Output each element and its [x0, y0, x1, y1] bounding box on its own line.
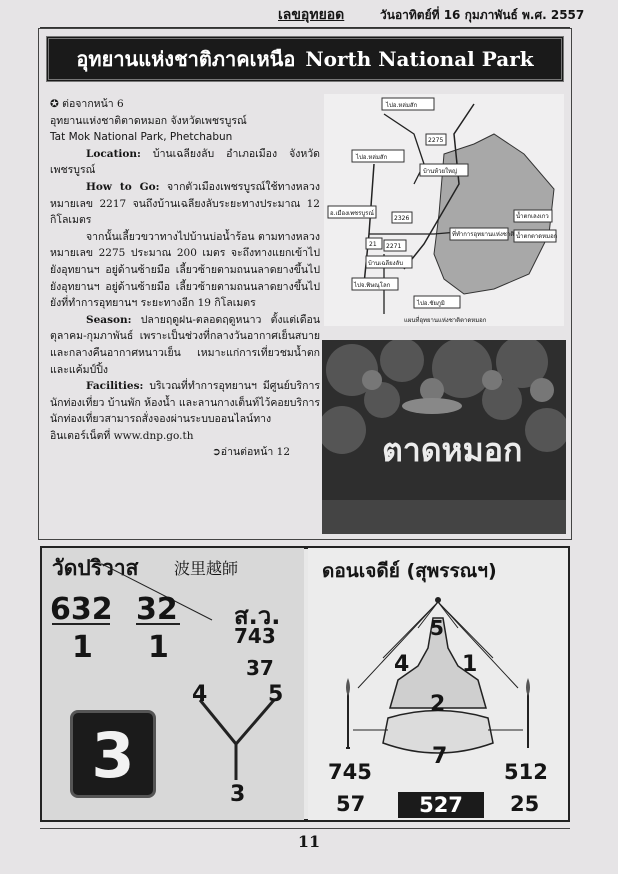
stupa-number-4: 4	[394, 652, 410, 677]
facilities-paragraph	[50, 378, 320, 444]
map-label: ที่ทำการอุทยานแห่งชาติ	[452, 231, 515, 238]
page-number: 11	[297, 832, 321, 851]
number-57: 57	[336, 792, 366, 816]
number-1-right: 1	[148, 630, 169, 665]
howto-label: How to Go:	[86, 180, 160, 193]
stupa-number-2: 2	[430, 692, 446, 717]
number-25: 25	[510, 792, 540, 816]
footer-divider	[40, 828, 570, 829]
lottery-right-panel	[308, 548, 568, 820]
don-chedi-title: ดอนเจดีย์ (สุพรรณฯ)	[322, 560, 497, 582]
stupa-number-5: 5	[430, 616, 444, 640]
location-paragraph	[50, 146, 320, 179]
tree-number-5: 5	[268, 682, 284, 707]
map-label: อ.เมืองเพชรบูรณ์	[330, 210, 374, 217]
season-paragraph	[50, 312, 320, 378]
sv-label: ส.ว.	[234, 602, 281, 630]
sv-number-37: 37	[246, 656, 274, 680]
article-body	[50, 96, 320, 461]
number-32: 32	[136, 592, 178, 627]
facilities-label: Facilities:	[86, 380, 144, 393]
map-label: 21	[369, 241, 377, 248]
map-label: 2275	[428, 137, 444, 144]
facilities-text: บริเวณที่ทำการอุทยานฯ มีศูนย์บริการนักท่องเที่ยว บ้านพัก ห้องน้ำ และลานกางเต็นท์ไว้คอยบริการ นักท่องเที่ยวสามารถสั่งจองผ่านระบบออนไลน์ทางอินเตอร์เน็ตที่ www.dnp.go.th	[50, 380, 321, 442]
number-632: 632	[50, 592, 113, 627]
big-number-box	[70, 710, 156, 798]
star-icon: ✪	[50, 98, 63, 110]
map-label: 2326	[394, 215, 410, 222]
howto-paragraph-2: จากนั้นเลี้ยวขวาทางไปบ้านบ่อน้ำร้อน ตามทางหลวงหมายเลข 2275 ประมาณ 200 เมตร จะถึงทางแยกเข้าไปยังอุทยานฯ อยู่ด้านซ้ายมือ เลี้ยวซ้ายตามถนนลาดยางขึ้นไปยังอุทยานฯ อยู่ด้านซ้ายมือ เลี้ยวซ้ายตามถนนลาดยางขึ้นไปยังที่ทำการอุทยานฯ ระยะทางอีก 19 กิโลเมตร	[50, 230, 320, 310]
map-label: น้ำตกตาดหมอก	[516, 233, 558, 240]
map-label: ไปอ.หล่มสัก	[386, 102, 418, 109]
temple-title: วัดปริวาส	[52, 556, 139, 580]
map-label: บ้านเฉลียงลับ	[368, 260, 404, 267]
stupa-number-1: 1	[462, 652, 478, 677]
location-label: Location:	[86, 147, 141, 160]
tree-number-3: 3	[230, 782, 246, 807]
map-label: ไปอ.ชัยภูมิ	[417, 300, 445, 307]
issue-date: วันอาทิตย์ที่ 16 กุมภาพันธ์ พ.ศ. 2557	[380, 8, 585, 22]
arrow-icon: ➲	[211, 446, 221, 459]
sv-number-743: 743	[234, 624, 276, 648]
park-sign-text: ตาดหมอก	[382, 431, 523, 469]
map-caption: แผนที่อุทยานแห่งชาติตาดหมอก	[404, 317, 487, 324]
big-number-3: 3	[91, 719, 135, 792]
map-label: บ้านห้วยใหญ่	[423, 168, 458, 175]
stupa-number-7: 7	[432, 744, 448, 769]
map-label: 2271	[386, 243, 402, 250]
map-label: ไปจ.พิษณุโลก	[354, 282, 391, 289]
map-drawing	[324, 94, 564, 326]
season-label: Season:	[86, 313, 132, 326]
location-text: บ้านเฉลียงลับ อำเภอเมือง จังหวัดเพชรบูรณ์	[50, 147, 320, 177]
map-label: ไปอ.หล่มสัก	[356, 154, 388, 161]
chinese-text: 波里越師	[174, 559, 239, 578]
number-527-box	[398, 792, 484, 818]
park-map	[324, 94, 564, 326]
banner-title-thai: อุทยานแห่งชาติภาคเหนือ	[76, 47, 296, 71]
magazine-logo: เลขอุทยอด	[278, 7, 345, 23]
continued-to-line	[50, 444, 320, 461]
continued-from-line	[50, 96, 320, 113]
number-745: 745	[328, 760, 372, 784]
season-text: ปลายฤดูฝน-ตลอดฤดูหนาว ตั้งแต่เดือนตุลาคม-กุมภาพันธ์ เพราะเป็นช่วงที่กลางวันอากาศเย็นสบาย และกลางคืนอากาศหนาวเย็น เหมาะแก่การเที่ยวชมน้ำตก และแค้มป์ปิ้ง	[50, 313, 320, 376]
number-512: 512	[504, 760, 548, 784]
park-name-english: Tat Mok National Park, Phetchabun	[50, 131, 233, 144]
park-name-thai: อุทยานแห่งชาติตาดหมอก จังหวัดเพชรบูรณ์	[50, 114, 247, 127]
banner-title-english: North National Park	[305, 47, 534, 71]
map-label: น้ำตกเลงเกว	[516, 213, 549, 220]
continued-from-text: ต่อจากหน้า 6	[62, 98, 124, 110]
number-1-left: 1	[72, 630, 93, 665]
park-sign-photo	[322, 340, 566, 534]
tree-number-4: 4	[192, 682, 208, 707]
howto-paragraph	[50, 179, 320, 229]
continued-to-text: อ่านต่อหน้า 12	[220, 446, 290, 459]
number-527: 527	[419, 793, 463, 817]
howto-text: จากตัวเมืองเพชรบูรณ์ใช้ทางหลวงหมายเลข 2217 จนถึงบ้านเฉลียงลับระยะทางประมาณ 12 กิโลเมตร	[50, 180, 320, 227]
lottery-left-panel	[42, 548, 304, 820]
article-title-banner	[46, 36, 564, 82]
